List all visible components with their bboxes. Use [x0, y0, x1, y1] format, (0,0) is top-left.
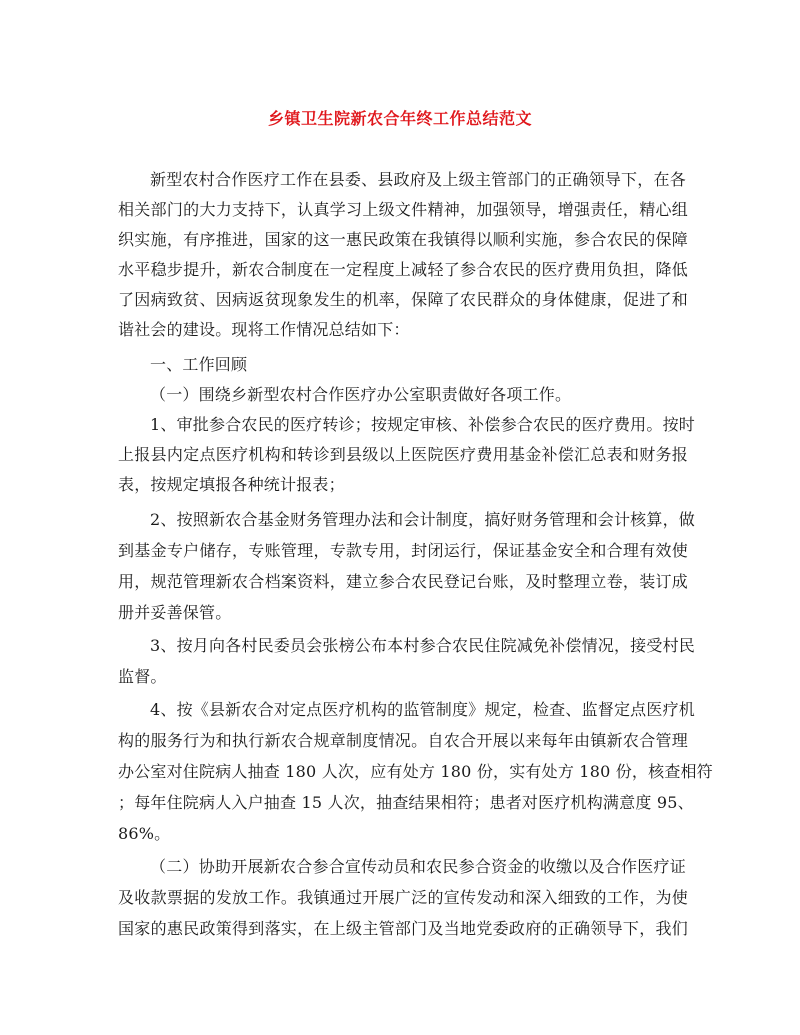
paragraph-line: 构的服务行为和执行新农合规章制度情况。自农合开展以来每年由镇新农合管理	[118, 731, 688, 750]
paragraph-line: 到基金专户储存，专账管理，专款专用，封闭运行，保证基金安全和合理有效使	[118, 541, 688, 560]
paragraph-line: 用，规范管理新农合档案资料，建立参合农民登记台账，及时整理立卷，装订成	[118, 572, 688, 591]
paragraph-line: 相关部门的大力支持下，认真学习上级文件精神，加强领导，增强责任，精心组	[118, 200, 688, 219]
section-heading: 一、工作回顾	[150, 355, 248, 374]
paragraph-line: 册并妥善保管。	[118, 603, 232, 622]
paragraph-line: 办公室对住院病人抽查 180 人次，应有处方 180 份，实有处方 180 份，核查相符	[118, 762, 713, 781]
paragraph-line: 4、按《县新农合对定点医疗机构的监管制度》规定，检查、监督定点医疗机	[150, 700, 695, 719]
document-title: 乡镇卫生院新农合年终工作总结范文	[267, 109, 532, 128]
paragraph-line: 3、按月向各村民委员会张榜公布本村参合农民住院减免补偿情况，接受村民	[150, 636, 695, 655]
paragraph-line: 新型农村合作医疗工作在县委、县政府及上级主管部门的正确领导下，在各	[150, 170, 686, 189]
paragraph-line: 了因病致贫、因病返贫现象发生的机率，保障了农民群众的身体健康，促进了和	[118, 290, 688, 309]
paragraph-line: 86%。	[118, 824, 171, 843]
paragraph-line: 及收款票据的发放工作。我镇通过开展广泛的宣传发动和深入细致的工作，为使	[118, 888, 688, 907]
paragraph-line: 织实施，有序推进，国家的这一惠民政策在我镇得以顺利实施，参合农民的保障	[118, 230, 688, 249]
subsection-heading: （一）围绕乡新型农村合作医疗办公室职责做好各项工作。	[150, 385, 572, 404]
paragraph-line: 谐社会的建设。现将工作情况总结如下：	[118, 320, 410, 339]
paragraph-line: 2、按照新农合基金财务管理办法和会计制度，搞好财务管理和会计核算，做	[150, 510, 695, 529]
paragraph-line: 1、审批参合农民的医疗转诊；按规定审核、补偿参合农民的医疗费用。按时	[150, 415, 695, 434]
paragraph-line: 监督。	[118, 667, 167, 686]
paragraph-line: 上报县内定点医疗机构和转诊到县级以上医院医疗费用基金补偿汇总表和财务报	[118, 445, 688, 464]
paragraph-line: 表，按规定填报各种统计报表；	[118, 475, 345, 494]
paragraph-line: ；每年住院病人入户抽查 15 人次，抽查结果相符；患者对医疗机构满意度 95、	[118, 793, 694, 812]
paragraph-line: （二）协助开展新农合参合宣传动员和农民参合资金的收缴以及合作医疗证	[150, 857, 686, 876]
paragraph-line: 国家的惠民政策得到落实，在上级主管部门及当地党委政府的正确领导下，我们	[118, 919, 688, 938]
paragraph-line: 水平稳步提升，新农合制度在一定程度上减轻了参合农民的医疗费用负担，降低	[118, 260, 688, 279]
